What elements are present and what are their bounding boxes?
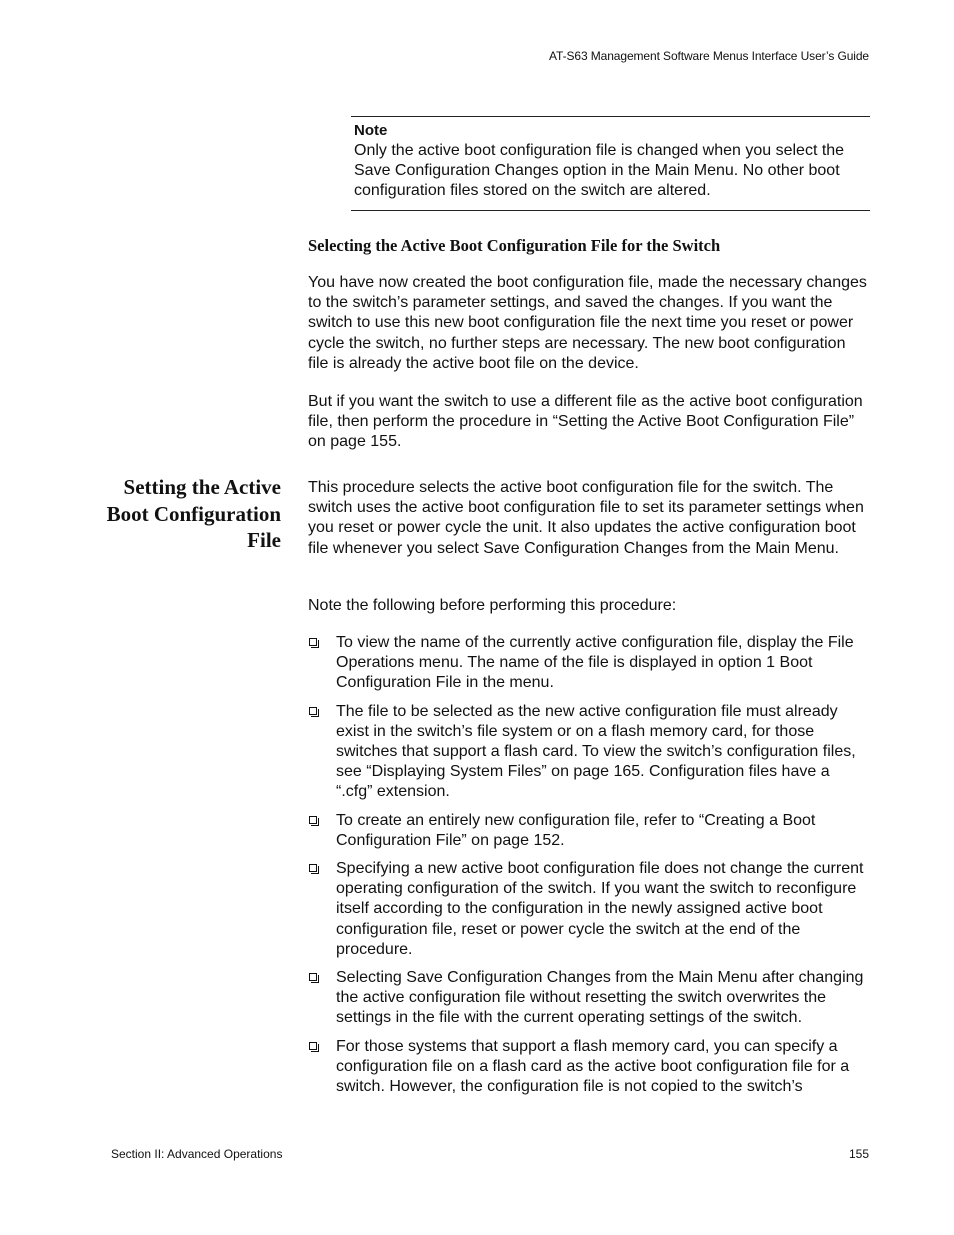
checkbox-bullet-icon <box>309 638 317 646</box>
note-body: Only the active boot configuration file is changed when you select the Save Configuration Changes option in the Main Menu. No other boot configuration files stored on the switch are altered. <box>354 142 845 199</box>
list-item: Specifying a new active boot configuration file does not change the current operating configuration of the switch. If you want the switch to reconfigure itself according to the configuration in the newly assigned active boot configuration file, reset or power cycle the switch at the end of the procedure. <box>308 859 870 960</box>
note-title: Note <box>354 122 388 139</box>
footer-section: Section II: Advanced Operations <box>111 1147 283 1161</box>
checkbox-bullet-icon <box>309 1042 317 1050</box>
note-box <box>351 116 870 211</box>
list-item: To create an entirely new configuration file, refer to “Creating a Boot Configuration File” on page 152. <box>308 811 870 851</box>
list-item: To view the name of the currently active configuration file, display the File Operations menu. The name of the file is displayed in option 1 Boot Configuration File in the menu. <box>308 633 870 694</box>
bullet-list <box>308 633 870 1105</box>
checkbox-bullet-icon <box>309 864 317 872</box>
section-paragraph-1: This procedure selects the active boot configuration file for the switch. The switch uses the active boot configuration file to set its parameter settings when you reset or power cycle the unit. It also updates the active configuration boot file whenever you select Save Configuration Changes from the Main Menu. <box>308 479 864 557</box>
list-item: For those systems that support a flash memory card, you can specify a configuration file on a flash card as the active boot configuration file for a switch. However, the configuration file is not copied to the switch’s <box>308 1037 870 1098</box>
subsection-heading: Selecting the Active Boot Configuration File for the Switch <box>308 236 721 255</box>
section-heading: Setting the Active Boot Configuration File <box>106 475 281 552</box>
checkbox-bullet-icon <box>309 707 317 715</box>
page-number: 155 <box>848 1147 869 1161</box>
checkbox-bullet-icon <box>309 816 317 824</box>
checkbox-bullet-icon <box>309 973 317 981</box>
list-item: The file to be selected as the new active configuration file must already exist in the switch’s file system or on a flash memory card, for those switches that support a flash card. To view the switch’s configuration files, see “Displaying System Files” on page 165. Configuration files have a “.cfg” extension. <box>308 702 870 803</box>
subsection-paragraph-1: You have now created the boot configuration file, made the necessary changes to the switch’s parameter settings, and saved the changes. If you want the switch to use this new boot configuration file the next time you reset or power cycle the switch, no further steps are necessary. The new boot configuration file is already the active boot file on the device. <box>308 274 867 372</box>
list-item: Selecting Save Configuration Changes from the Main Menu after changing the active configuration file without resetting the switch overwrites the settings in the file with the current operating settings of the switch. <box>308 968 870 1029</box>
subsection-paragraph-2: But if you want the switch to use a different file as the active boot configuration file, then perform the procedure in “Setting the Active Boot Configuration File” on page 155. <box>308 393 863 451</box>
running-header: AT-S63 Management Software Menus Interface User’s Guide <box>549 49 869 63</box>
section-paragraph-2: Note the following before performing this procedure: <box>308 597 677 614</box>
